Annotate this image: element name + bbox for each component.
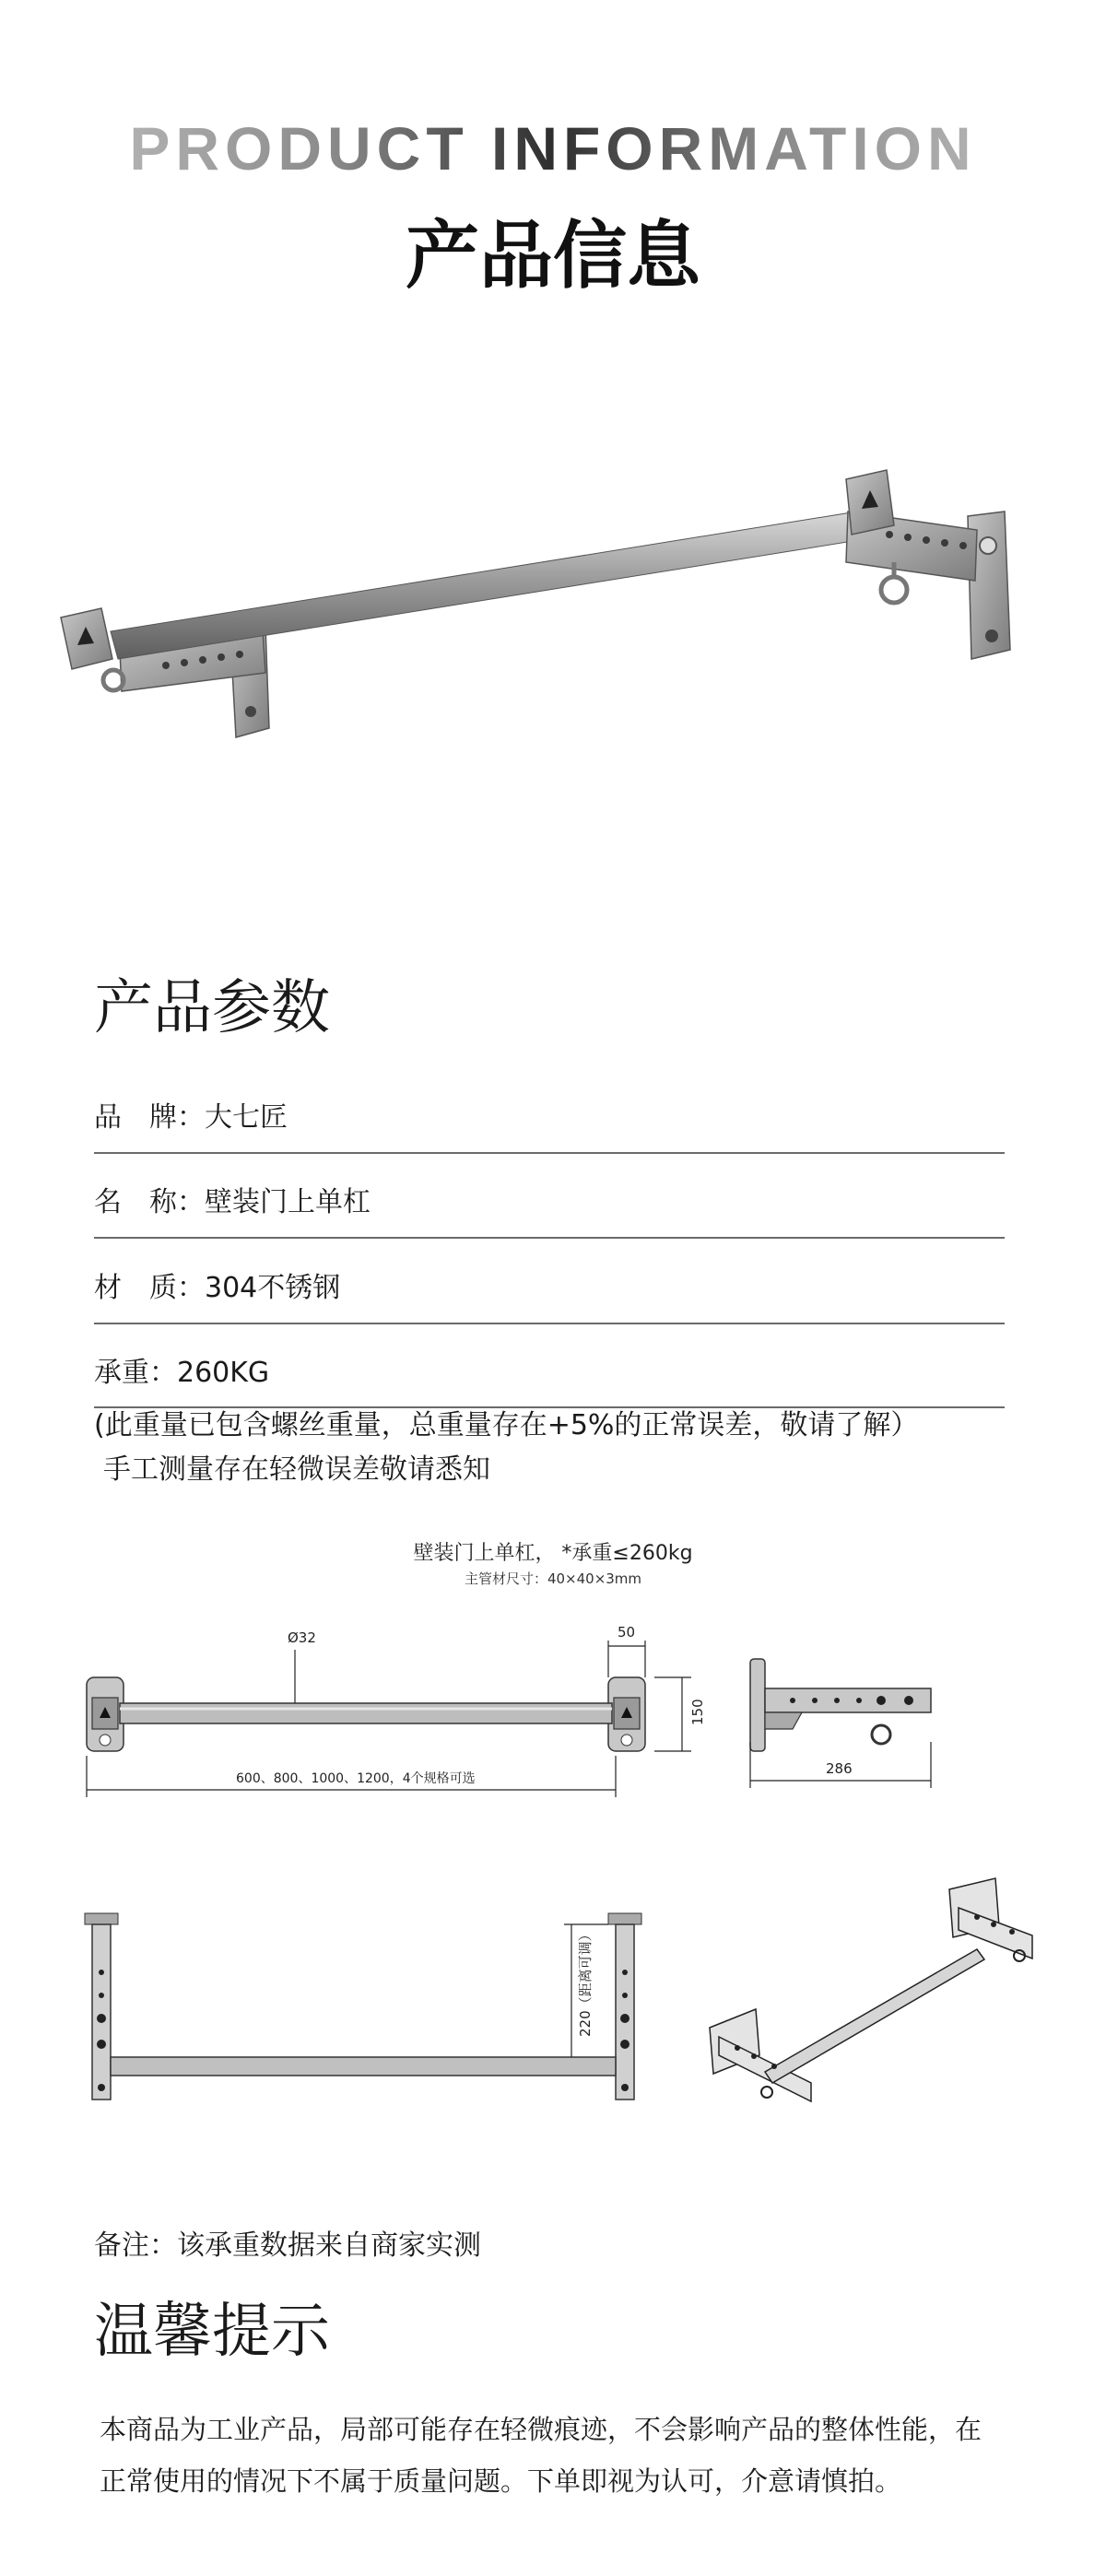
param-load: 承重：260KG [94,1357,270,1389]
english-title: PRODUCT INFORMATION [0,118,1106,179]
depth-label: 286 [826,1760,853,1777]
chinese-title: 产品信息 [406,213,700,299]
diagram-caption: 壁装门上单杠， *承重≤260kg [413,1542,693,1565]
product-photo [55,461,1051,765]
divider [94,1237,1005,1239]
load-note: (此重量已包含螺丝重量，总重量存在+5%的正常误差，敬请了解） [94,1409,919,1441]
diagram-subcaption: 主管材尺寸：40×40×3mm [464,1570,642,1587]
height-label: 150 [689,1699,706,1725]
remark: 备注：该承重数据来自商家实测 [94,2229,481,2262]
warm-tips-title: 温馨提示 [94,2298,330,2366]
isometric-diagram [700,1871,1051,2111]
divider [94,1323,1005,1324]
params-title: 产品参数 [94,974,330,1042]
param-material: 材 质：304不锈钢 [94,1272,341,1304]
length-options-label: 600、800、1000、1200，4个规格可选 [236,1771,476,1786]
adjustable-front-diagram [74,1908,664,2111]
param-name: 名 称：壁装门上单杠 [94,1186,371,1218]
width-label: 50 [618,1624,636,1641]
side-view-diagram [747,1641,949,1816]
diameter-label: Ø32 [288,1629,316,1646]
measure-note: 手工测量存在轻微误差敬请悉知 [103,1453,490,1486]
distance-label: 220（距离可调） [577,1927,594,2037]
divider [94,1152,1005,1154]
divider [94,1406,1005,1408]
param-brand: 品 牌：大七匠 [94,1101,288,1134]
warm-tips-line-1: 本商品为工业产品，局部可能存在轻微痕迹，不会影响产品的整体性能，在 [100,2414,982,2445]
warm-tips-line-2: 正常使用的情况下不属于质量问题。下单即视为认可，介意请慎拍。 [100,2465,902,2497]
front-view-diagram [74,1622,719,1806]
